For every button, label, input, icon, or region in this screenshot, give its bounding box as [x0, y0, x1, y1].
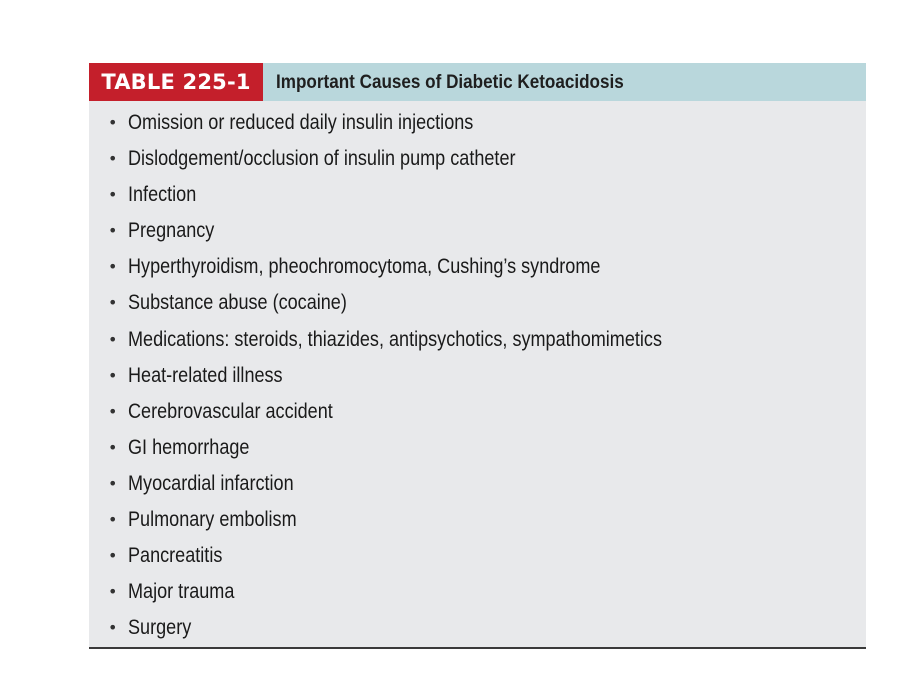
bullet-icon: • [108, 473, 118, 493]
bullet-icon: • [108, 546, 118, 566]
bullet-icon: • [108, 365, 118, 385]
causes-list [89, 105, 866, 646]
list-item-text: Major trauma [128, 580, 235, 604]
list-item [89, 141, 866, 177]
list-item-text: Hyperthyroidism, pheochromocytoma, Cushing’s syndrome [128, 255, 601, 279]
bullet-icon: • [108, 149, 118, 169]
list-item [89, 538, 866, 574]
list-item [89, 322, 866, 358]
list-item-text: Dislodgement/occlusion of insulin pump catheter [128, 147, 516, 171]
list-item-text: Omission or reduced daily insulin injections [128, 111, 474, 134]
list-item-text: Pregnancy [128, 219, 215, 243]
list-item-text: Myocardial infarction [128, 471, 294, 495]
bullet-icon: • [108, 618, 118, 638]
bullet-icon: • [108, 257, 118, 277]
table-header [89, 63, 866, 101]
list-item [89, 466, 866, 502]
bullet-icon: • [108, 510, 118, 530]
list-item [89, 394, 866, 430]
table-225-1 [89, 63, 866, 649]
table-number-label: TABLE 225-1 [89, 63, 263, 101]
bullet-icon: • [108, 293, 118, 313]
list-item-text: Substance abuse (cocaine) [128, 291, 347, 315]
list-item-text: Medications: steroids, thiazides, antipsychotics, sympathomimetics [128, 327, 662, 351]
list-item-text: Infection [128, 183, 197, 207]
list-item [89, 610, 866, 646]
list-item [89, 105, 866, 141]
list-item-text: GI hemorrhage [128, 435, 250, 459]
list-item-text: Surgery [128, 616, 192, 640]
bullet-icon: • [108, 437, 118, 457]
bullet-icon: • [108, 185, 118, 205]
list-item [89, 358, 866, 394]
bullet-icon: • [108, 582, 118, 602]
bullet-icon: • [108, 329, 118, 349]
list-item-text: Heat-related illness [128, 363, 283, 387]
bullet-icon: • [108, 401, 118, 421]
table-title: Important Causes of Diabetic Ketoacidosis [276, 72, 624, 93]
list-item-text: Cerebrovascular accident [128, 399, 333, 423]
bullet-icon: • [108, 221, 118, 241]
list-item [89, 177, 866, 213]
list-item [89, 430, 866, 466]
list-item-text: Pulmonary embolism [128, 508, 297, 532]
bullet-icon: • [108, 113, 118, 132]
list-item [89, 213, 866, 249]
list-item [89, 574, 866, 610]
list-item [89, 249, 866, 285]
list-item-text: Pancreatitis [128, 544, 223, 568]
list-item [89, 285, 866, 321]
list-item [89, 502, 866, 538]
